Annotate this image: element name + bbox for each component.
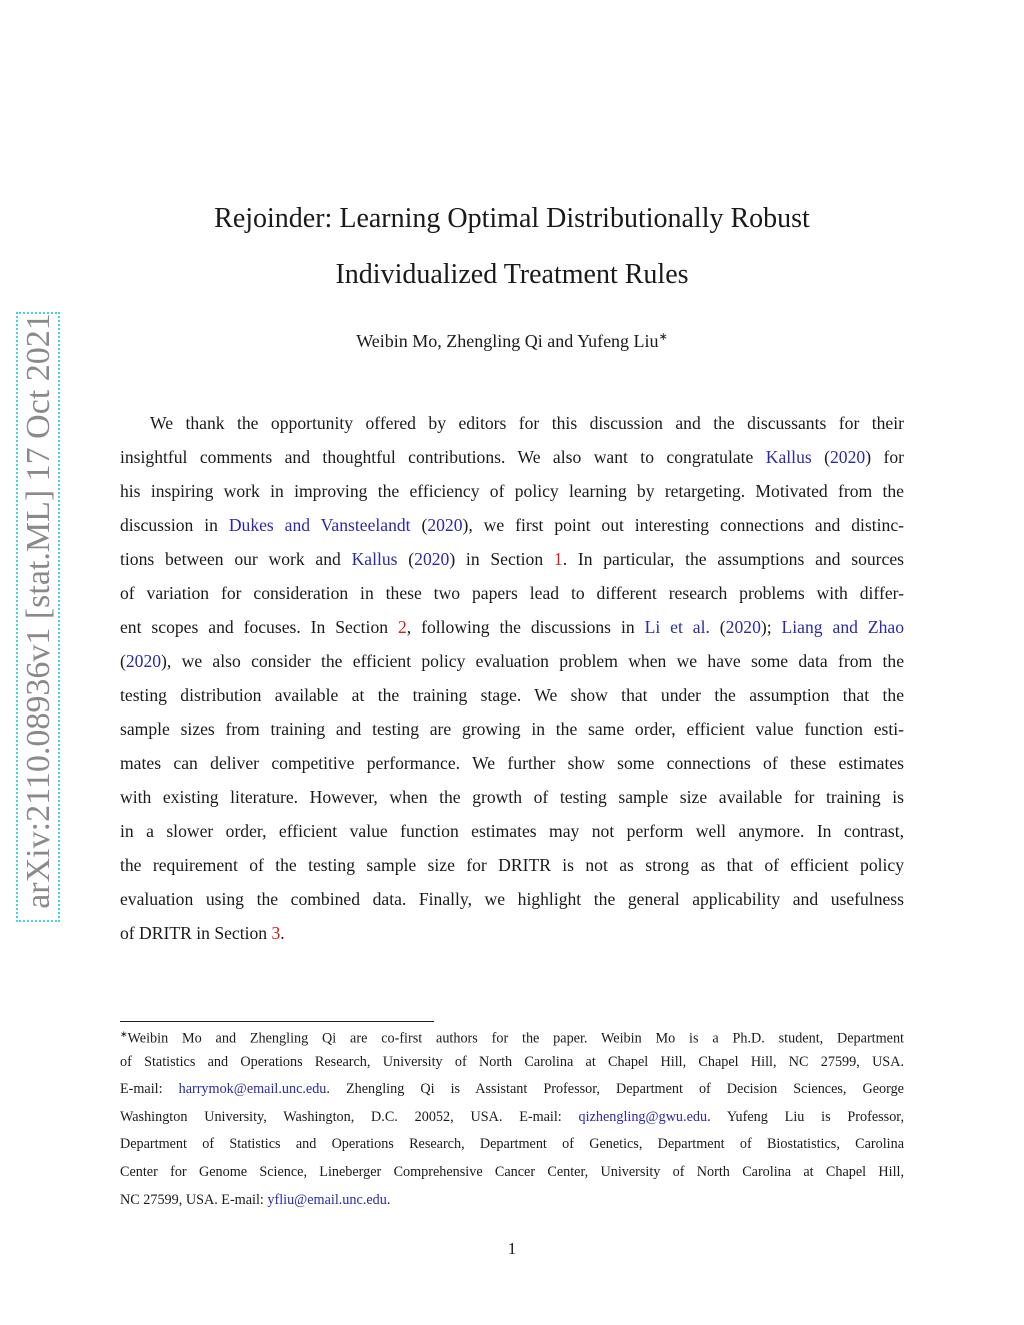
footnote-line: Department of Statistics and Operations Research, Department of Genetics, Department of Biostatistics, Carolina bbox=[120, 1136, 904, 1153]
citation-link[interactable]: Dukes and Vansteelandt bbox=[228, 515, 411, 535]
arxiv-stamp[interactable]: arXiv:2110.08936v1 [stat.ML] 17 Oct 2021 bbox=[20, 313, 57, 909]
citation-link[interactable]: Kallus bbox=[765, 447, 812, 467]
text-line: sample sizes from training and testing are growing in the same order, efficient value function esti- bbox=[120, 719, 904, 739]
citation-year-link[interactable]: 2020 bbox=[830, 447, 866, 467]
text-line: ent scopes and focuses. In Section 2, following the discussions in Li et al. (2020); Liang and Zhao bbox=[120, 617, 904, 637]
paper-title-line-1: Rejoinder: Learning Optimal Distributionally Robust bbox=[214, 203, 810, 234]
text-line: mates can deliver competitive performance. We further show some connections of these estimates bbox=[120, 753, 904, 773]
footnote-line: NC 27599, USA. E-mail: yfliu@email.unc.edu. bbox=[120, 1191, 391, 1208]
citation-link[interactable]: Liang and Zhao bbox=[781, 617, 904, 637]
footnote-line: E-mail: harrymok@email.unc.edu. Zhengling Qi is Assistant Professor, Department of Decision Sciences, George bbox=[120, 1081, 904, 1098]
citation-year-link[interactable]: 2020 bbox=[414, 549, 450, 569]
section-ref-link[interactable]: 3 bbox=[271, 923, 281, 943]
footnote-line: of Statistics and Operations Research, University of North Carolina at Chapel Hill, Chapel Hill, NC 27599, USA. bbox=[120, 1053, 904, 1070]
section-ref-link[interactable]: 1 bbox=[553, 549, 563, 569]
text-line: the requirement of the testing sample size for DRITR is not as strong as that of efficient policy bbox=[120, 855, 904, 875]
footnote-line: Center for Genome Science, Lineberger Comprehensive Cancer Center, University of North Carolina at Chapel Hill, bbox=[120, 1163, 904, 1180]
citation-year-link[interactable]: 2020 bbox=[725, 617, 761, 637]
footnote-line: ∗Weibin Mo and Zhengling Qi are co-first authors for the paper. Weibin Mo is a Ph.D. student, Department bbox=[120, 1029, 904, 1047]
citation-link[interactable]: Kallus bbox=[351, 549, 398, 569]
citation-year-link[interactable]: 2020 bbox=[125, 651, 162, 671]
page-number: 1 bbox=[507, 1239, 517, 1258]
text-line: (2020), we also consider the efficient policy evaluation problem when we have some data from the bbox=[120, 651, 904, 671]
text-line: testing distribution available at the training stage. We show that under the assumption that the bbox=[120, 685, 904, 705]
citation-link[interactable]: Li et al. bbox=[644, 617, 710, 637]
text-line: in a slower order, efficient value function estimates may not perform well anymore. In contrast, bbox=[120, 821, 904, 841]
section-ref-link[interactable]: 2 bbox=[397, 617, 407, 637]
text-line: tions between our work and Kallus (2020) in Section 1. In particular, the assumptions and sources bbox=[120, 549, 904, 569]
text-line: of DRITR in Section 3. bbox=[120, 923, 285, 943]
text-line: his inspiring work in improving the efficiency of policy learning by retargeting. Motivated from the bbox=[120, 481, 904, 501]
paper-title-line-2: Individualized Treatment Rules bbox=[335, 259, 689, 290]
text-line: insightful comments and thoughtful contributions. We also want to congratulate Kallus (2020) for bbox=[120, 447, 904, 467]
author-names: Weibin Mo, Zhengling Qi and Yufeng Liu bbox=[356, 331, 659, 351]
email-link[interactable]: qizhengling@gwu.edu bbox=[578, 1108, 708, 1125]
text-line: We thank the opportunity offered by editors for this discussion and the discussants for their bbox=[150, 413, 904, 433]
text-line: discussion in Dukes and Vansteelandt (2020), we first point out interesting connections and distinc- bbox=[120, 515, 904, 535]
author-footnote-mark[interactable]: ∗ bbox=[658, 331, 668, 343]
footnote-mark: ∗ bbox=[120, 1029, 128, 1039]
email-link[interactable]: harrymok@email.unc.edu bbox=[178, 1081, 327, 1098]
text-line: with existing literature. However, when the growth of testing sample size available for training is bbox=[120, 787, 904, 807]
email-link[interactable]: yfliu@email.unc.edu bbox=[267, 1191, 387, 1208]
author-list bbox=[120, 330, 904, 352]
abstract-paragraph bbox=[120, 406, 904, 950]
text-line: of variation for consideration in these two papers lead to different research problems with differ- bbox=[120, 583, 904, 603]
text-line: evaluation using the combined data. Finally, we highlight the general applicability and usefulness bbox=[120, 889, 904, 909]
author-footnote bbox=[120, 1021, 904, 1214]
citation-year-link[interactable]: 2020 bbox=[427, 515, 463, 535]
footnote-line: Washington University, Washington, D.C. 20052, USA. E-mail: qizhengling@gwu.edu. Yufeng Liu is Professor, bbox=[120, 1108, 904, 1125]
